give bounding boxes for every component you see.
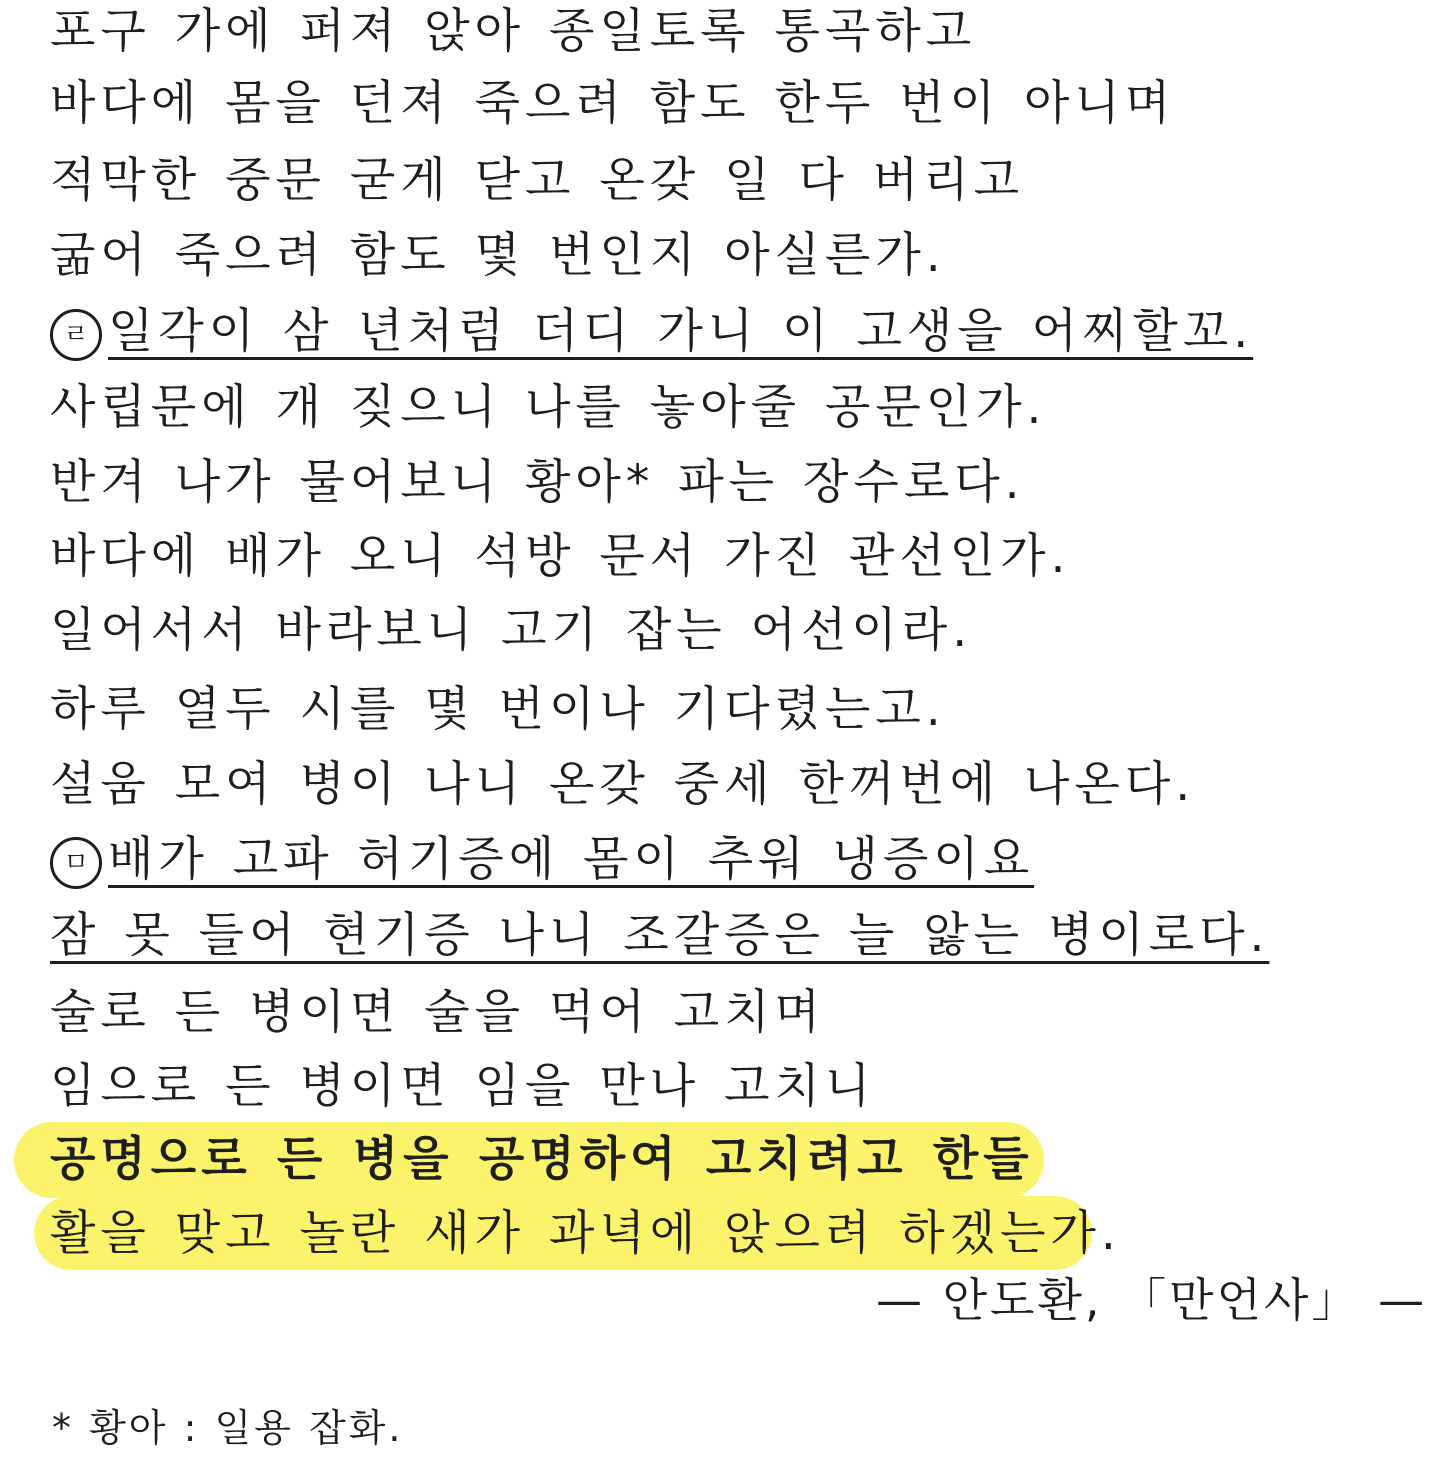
circled-marker-mieum: ㅁ [50, 837, 102, 889]
underlined-passage-2b: 잠 못 들어 현기증 나니 조갈증은 늘 앓는 병이로다. [50, 908, 1270, 963]
poem-line-5 [50, 302, 1253, 362]
poem-line-10: 하루 열두 시를 몇 번이나 기다렸는고. [50, 682, 946, 737]
circled-marker-rieul: ㄹ [50, 309, 102, 361]
footnote: * 황아 : 일용 잡화. [52, 1406, 404, 1450]
poem-line-7: 반겨 나가 물어보니 황아* 파는 장수로다. [50, 455, 1025, 510]
underlined-passage-1: 일각이 삼 년처럼 더디 가니 이 고생을 어찌할꼬. [108, 304, 1254, 359]
poem-line-12 [50, 830, 1034, 890]
poem-line-1: 포구 가에 퍼져 앉아 종일토록 통곡하고 [50, 4, 977, 59]
poem-line-14: 술로 든 병이면 술을 먹어 고치며 [50, 985, 825, 1040]
highlighted-line-1: 공명으로 든 병을 공명하여 고치려고 한들 [50, 1132, 1034, 1187]
poem-line-4: 굶어 죽으려 함도 몇 번인지 아실른가. [50, 228, 946, 283]
poem-line-15: 임으로 든 병이면 임을 만나 고치니 [50, 1059, 876, 1114]
attribution: — 안도환, 「만언사」 — [876, 1273, 1428, 1327]
poem-line-11: 설움 모여 병이 나니 온갖 중세 한꺼번에 나온다. [50, 757, 1196, 812]
poem-line-2: 바다에 몸을 던져 죽으려 함도 한두 번이 아니며 [50, 76, 1176, 131]
highlighted-line-2: 활을 맞고 놀란 새가 과녁에 앉으려 하겠는가. [50, 1206, 1121, 1261]
poem-line-3: 적막한 중문 굳게 닫고 온갖 일 다 버리고 [50, 153, 1025, 208]
poem-line-6: 사립문에 개 짖으니 나를 놓아줄 공문인가. [50, 380, 1047, 435]
underlined-passage-2a: 배가 고파 허기증에 몸이 추워 냉증이요 [108, 832, 1035, 887]
poem-line-9: 일어서서 바라보니 고기 잡는 어선이라. [50, 603, 973, 658]
poem-line-8: 바다에 배가 오니 석방 문서 가진 관선인가. [50, 529, 1071, 584]
